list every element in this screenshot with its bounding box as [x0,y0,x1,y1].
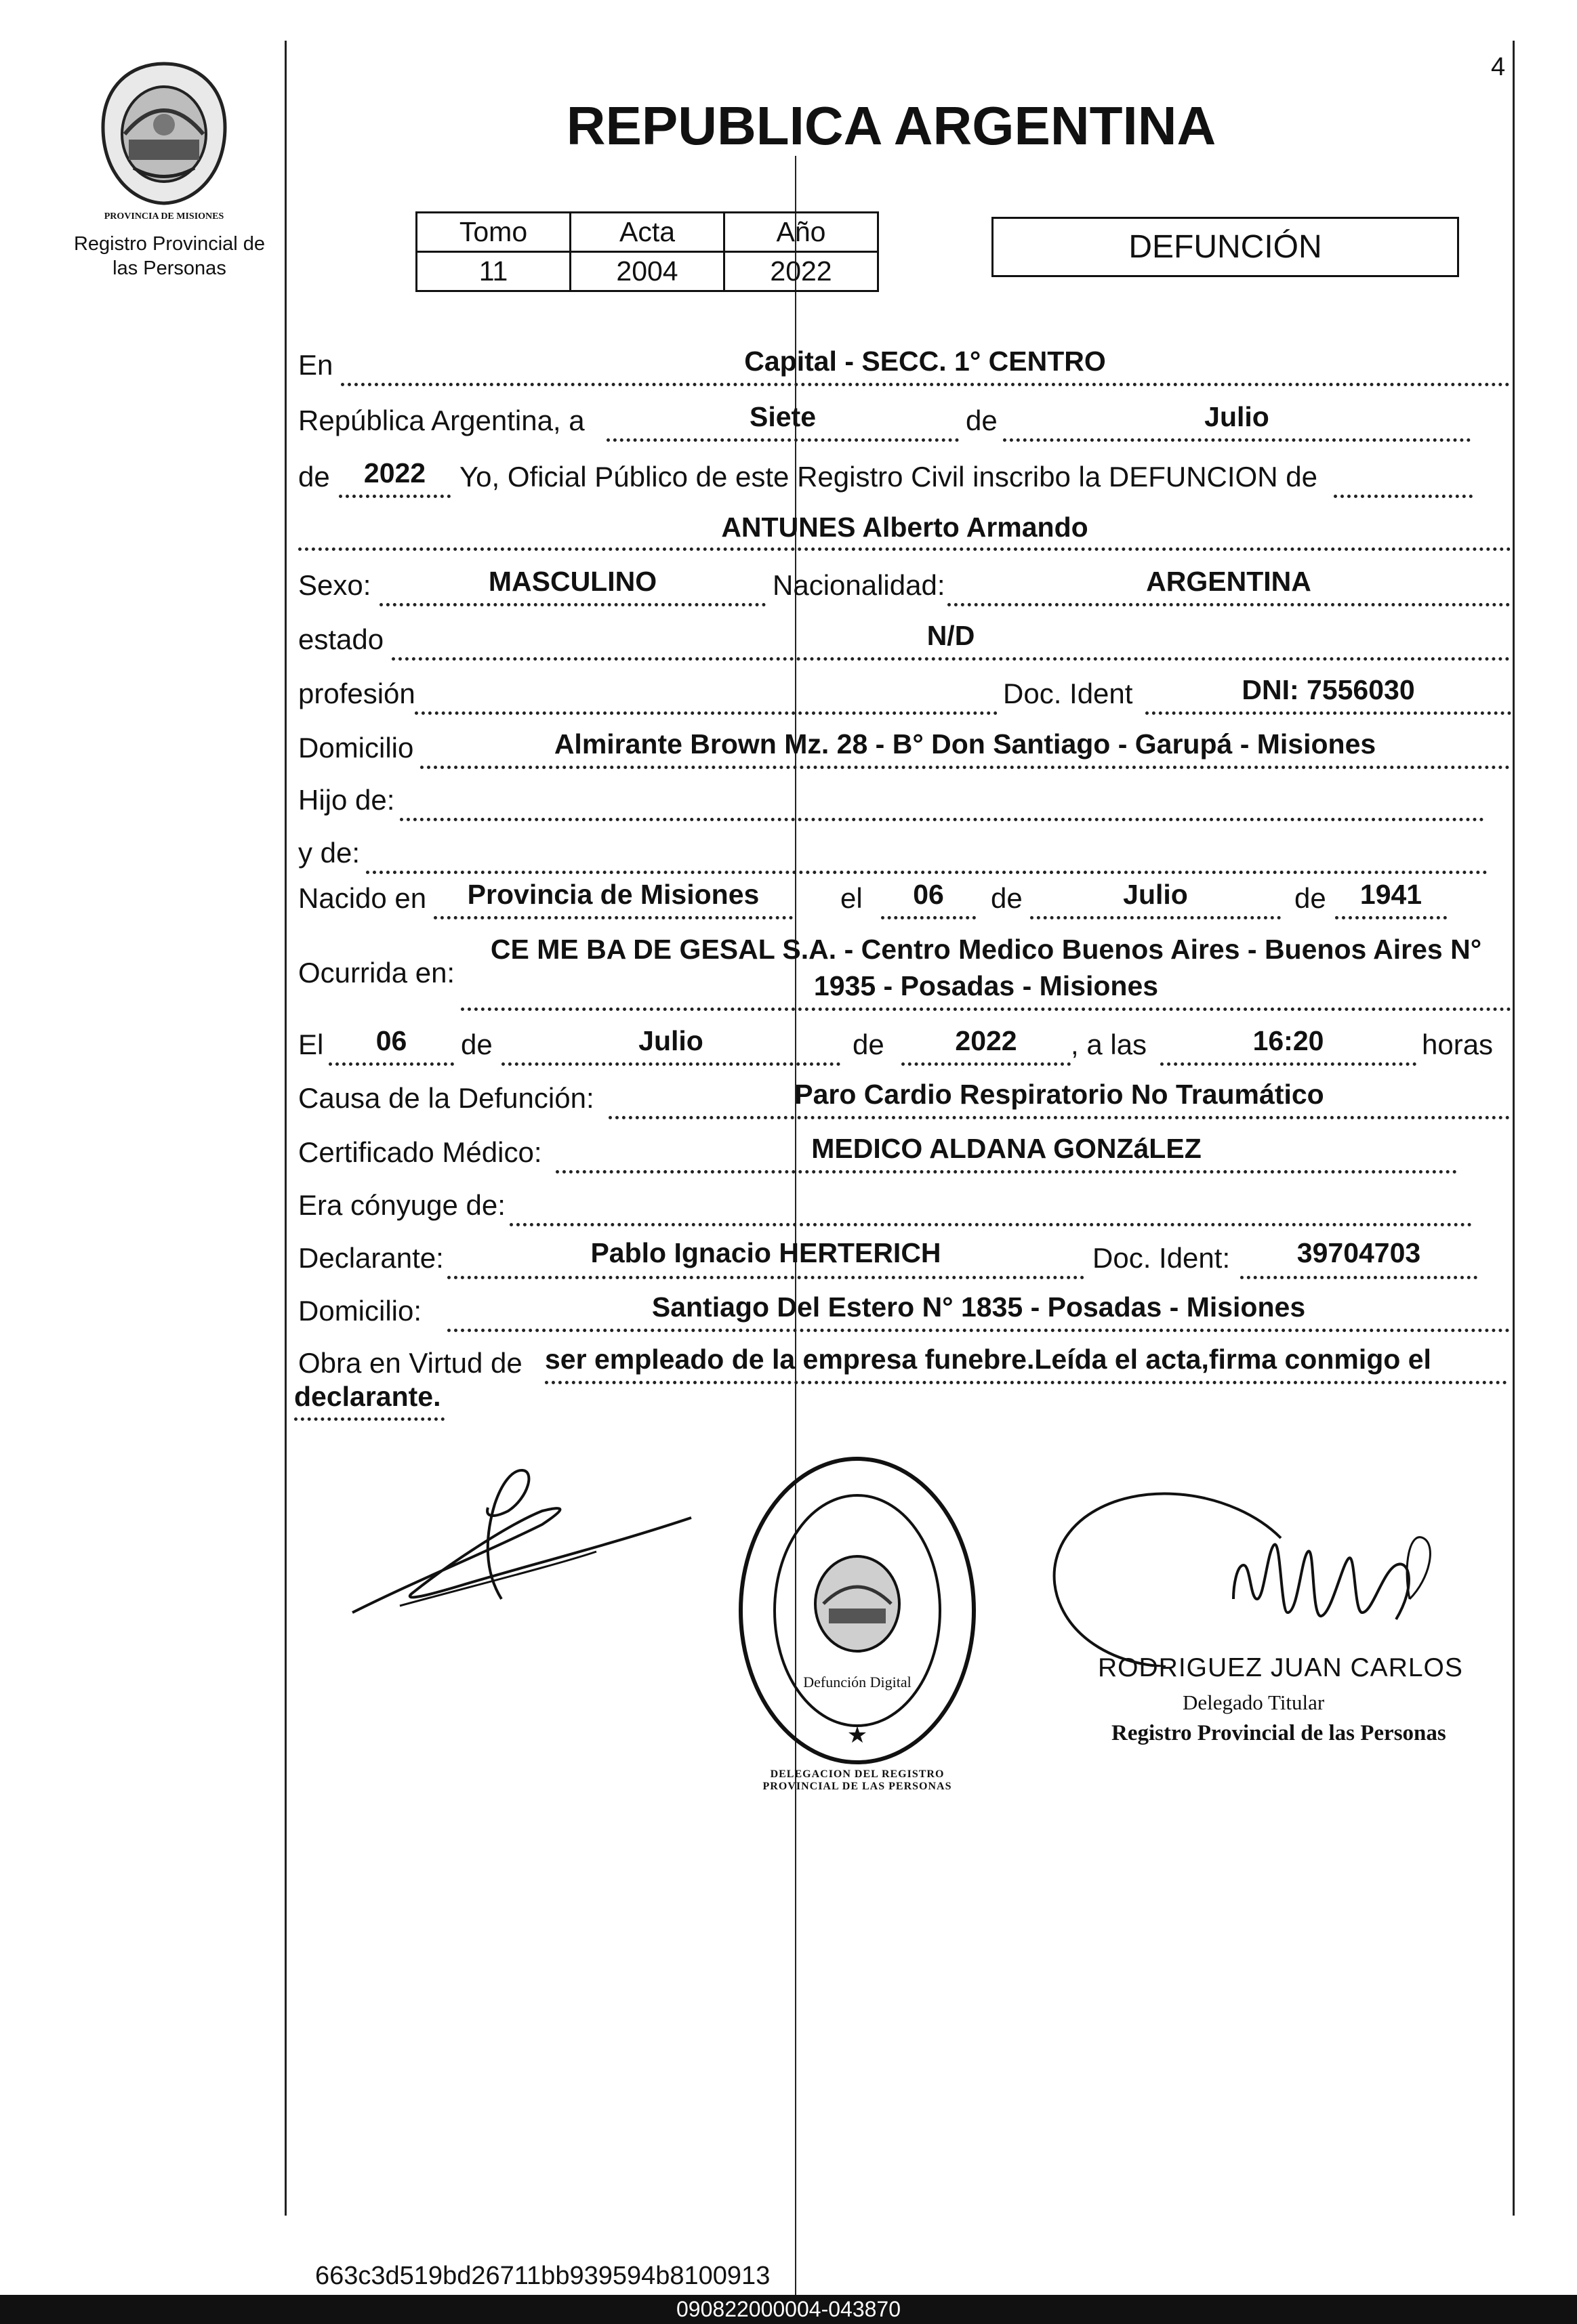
label-doc-ident: Doc. Ident [1003,678,1133,709]
record-value: 2022 [724,252,878,291]
value-obra-1: ser empleado de la empresa funebre.Leída el acta,firma conmigo el [545,1344,1431,1375]
value-estado: N/D [926,620,975,651]
value-nacionalidad: ARGENTINA [1146,566,1311,597]
dotted-line [1240,1276,1477,1279]
label-republica: República Argentina, a [298,404,585,436]
record-value: 11 [417,252,571,291]
label-a-las: , a las [1071,1029,1147,1060]
dotted-line [1335,916,1447,919]
official-role: Delegado Titular [1183,1690,1325,1714]
dotted-line [545,1381,1507,1384]
page-number: 4 [1491,53,1506,81]
value-declarante: Pablo Ignacio HERTERICH [590,1237,941,1268]
label-en: En [298,349,333,381]
declarant-signature [339,1450,705,1626]
dotted-line [392,657,1510,661]
label-de: de [298,461,330,493]
value-declarante-doc: 39704703 [1296,1237,1421,1268]
value-nacido-anio: 1941 [1359,879,1422,910]
label-obra: Obra en Virtud de [298,1347,523,1379]
label-oficial: Yo, Oficial Público de este Registro Civil inscribo la DEFUNCION de [459,461,1317,493]
record-table [415,211,879,292]
dotted-line [1003,438,1471,442]
value-fecha-anio: 2022 [955,1025,1017,1056]
label-sexo: Sexo: [298,569,371,601]
footer-code: 090822000004-043870 [0,2295,1577,2324]
label-el: el [840,882,863,914]
dotted-line [420,766,1510,769]
label-horas: horas [1422,1029,1494,1060]
dotted-line [1030,916,1281,919]
seal-ring-text: DELEGACION DEL REGISTRO PROVINCIAL DE LAS PERSONAS [762,1768,952,1792]
label-el: El [298,1029,324,1060]
dotted-line [329,1062,454,1066]
record-value: 2004 [571,252,724,291]
value-hora: 16:20 [1252,1025,1324,1056]
value-dia-letras: Siete [750,401,816,432]
label-ocurrida-en: Ocurrida en: [298,957,455,989]
dotted-line [901,1062,1071,1066]
document-title: REPUBLICA ARGENTINA [566,96,1216,156]
label-de: de [1294,882,1326,914]
label-declarante: Declarante: [298,1242,444,1274]
value-declarante-domicilio: Santiago Del Estero N° 1835 - Posadas - Misiones [651,1291,1306,1323]
official-name: RODRIGUEZ JUAN CARLOS [1098,1653,1463,1682]
dotted-line [294,1417,445,1421]
value-nacido-dia: 06 [913,879,944,910]
dotted-line [1334,495,1473,498]
value-nacido-mes: Julio [1123,879,1188,910]
dotted-line [447,1329,1510,1332]
label-certificado: Certificado Médico: [298,1136,542,1168]
value-lugar: Capital - SECC. 1° CENTRO [744,346,1106,377]
registry-name: Registro Provincial de las Personas [73,233,266,279]
value-obra-2: declarante. [294,1381,441,1412]
dotted-line [447,1276,1084,1279]
value-fecha-mes: Julio [638,1025,703,1056]
record-header: Tomo [417,213,571,252]
left-margin-line [285,41,287,2216]
value-ocurrida-1: CE ME BA DE GESAL S.A. - Centro Medico Buenos Aires - Buenos Aires N° [490,934,1482,965]
record-header: Año [724,213,878,252]
emblem-text: PROVINCIA DE MISIONES [104,211,224,222]
label-y-de: y de: [298,837,361,869]
dotted-line [947,603,1510,606]
value-causa: Paro Cardio Respiratorio No Traumático [794,1079,1324,1110]
label-nacido-en: Nacido en [298,882,427,914]
value-fecha-dia: 06 [375,1025,407,1056]
value-mes: Julio [1204,401,1269,432]
label-de: de [991,882,1023,914]
value-fallecido: ANTUNES Alberto Armando [721,512,1088,543]
label-de: de [461,1029,493,1060]
seal-inner-text: Defunción Digital [803,1674,912,1690]
svg-text:★: ★ [846,1722,868,1749]
label-causa: Causa de la Defunción: [298,1082,594,1114]
registry-seal [735,1451,979,1770]
value-anio: 2022 [363,457,426,489]
official-signature [1030,1464,1464,1667]
province-emblem [96,60,232,209]
dotted-line [501,1062,840,1066]
dotted-line [881,916,976,919]
record-type-box: DEFUNCIÓN [991,217,1459,277]
dotted-line [298,547,1511,551]
value-ocurrida-2: 1935 - Posadas - Misiones [813,970,1159,1001]
label-de: de [853,1029,884,1060]
label-hijo-de: Hijo de: [298,784,395,816]
value-domicilio: Almirante Brown Mz. 28 - B° Don Santiago - Garupá - Misiones [554,728,1376,760]
dotted-line [609,1116,1510,1119]
dotted-line [1145,711,1511,715]
label-domicilio: Domicilio: [298,1295,422,1327]
document-hash: 663c3d519bd26711bb939594b8100913 [315,2262,771,2290]
label-domicilio: Domicilio [298,732,414,764]
dotted-line [415,711,998,715]
label-conyuge: Era cónyuge de: [298,1189,506,1221]
label-profesion: profesión [298,678,415,709]
dotted-line [510,1223,1472,1226]
dotted-line [461,1008,1511,1011]
label-doc-ident: Doc. Ident: [1092,1242,1231,1274]
dotted-line [341,383,1510,386]
record-header: Acta [571,213,724,252]
right-margin-line [1513,41,1515,2216]
dotted-line [339,495,451,498]
label-nacionalidad: Nacionalidad: [773,569,945,601]
dotted-line [1160,1062,1416,1066]
value-doc-ident: DNI: 7556030 [1242,674,1415,705]
dotted-line [607,438,959,442]
value-nacido-lugar: Provincia de Misiones [467,879,760,910]
label-de: de [966,404,998,436]
dotted-line [366,871,1488,874]
dotted-line [556,1170,1457,1174]
dotted-line [434,916,793,919]
dotted-line [380,603,766,606]
dotted-line [400,818,1484,821]
value-sexo: MASCULINO [488,566,657,597]
value-certificado: MEDICO ALDANA GONZáLEZ [811,1133,1202,1164]
official-office: Registro Provincial de las Personas [1111,1721,1446,1745]
label-estado: estado [298,623,384,655]
